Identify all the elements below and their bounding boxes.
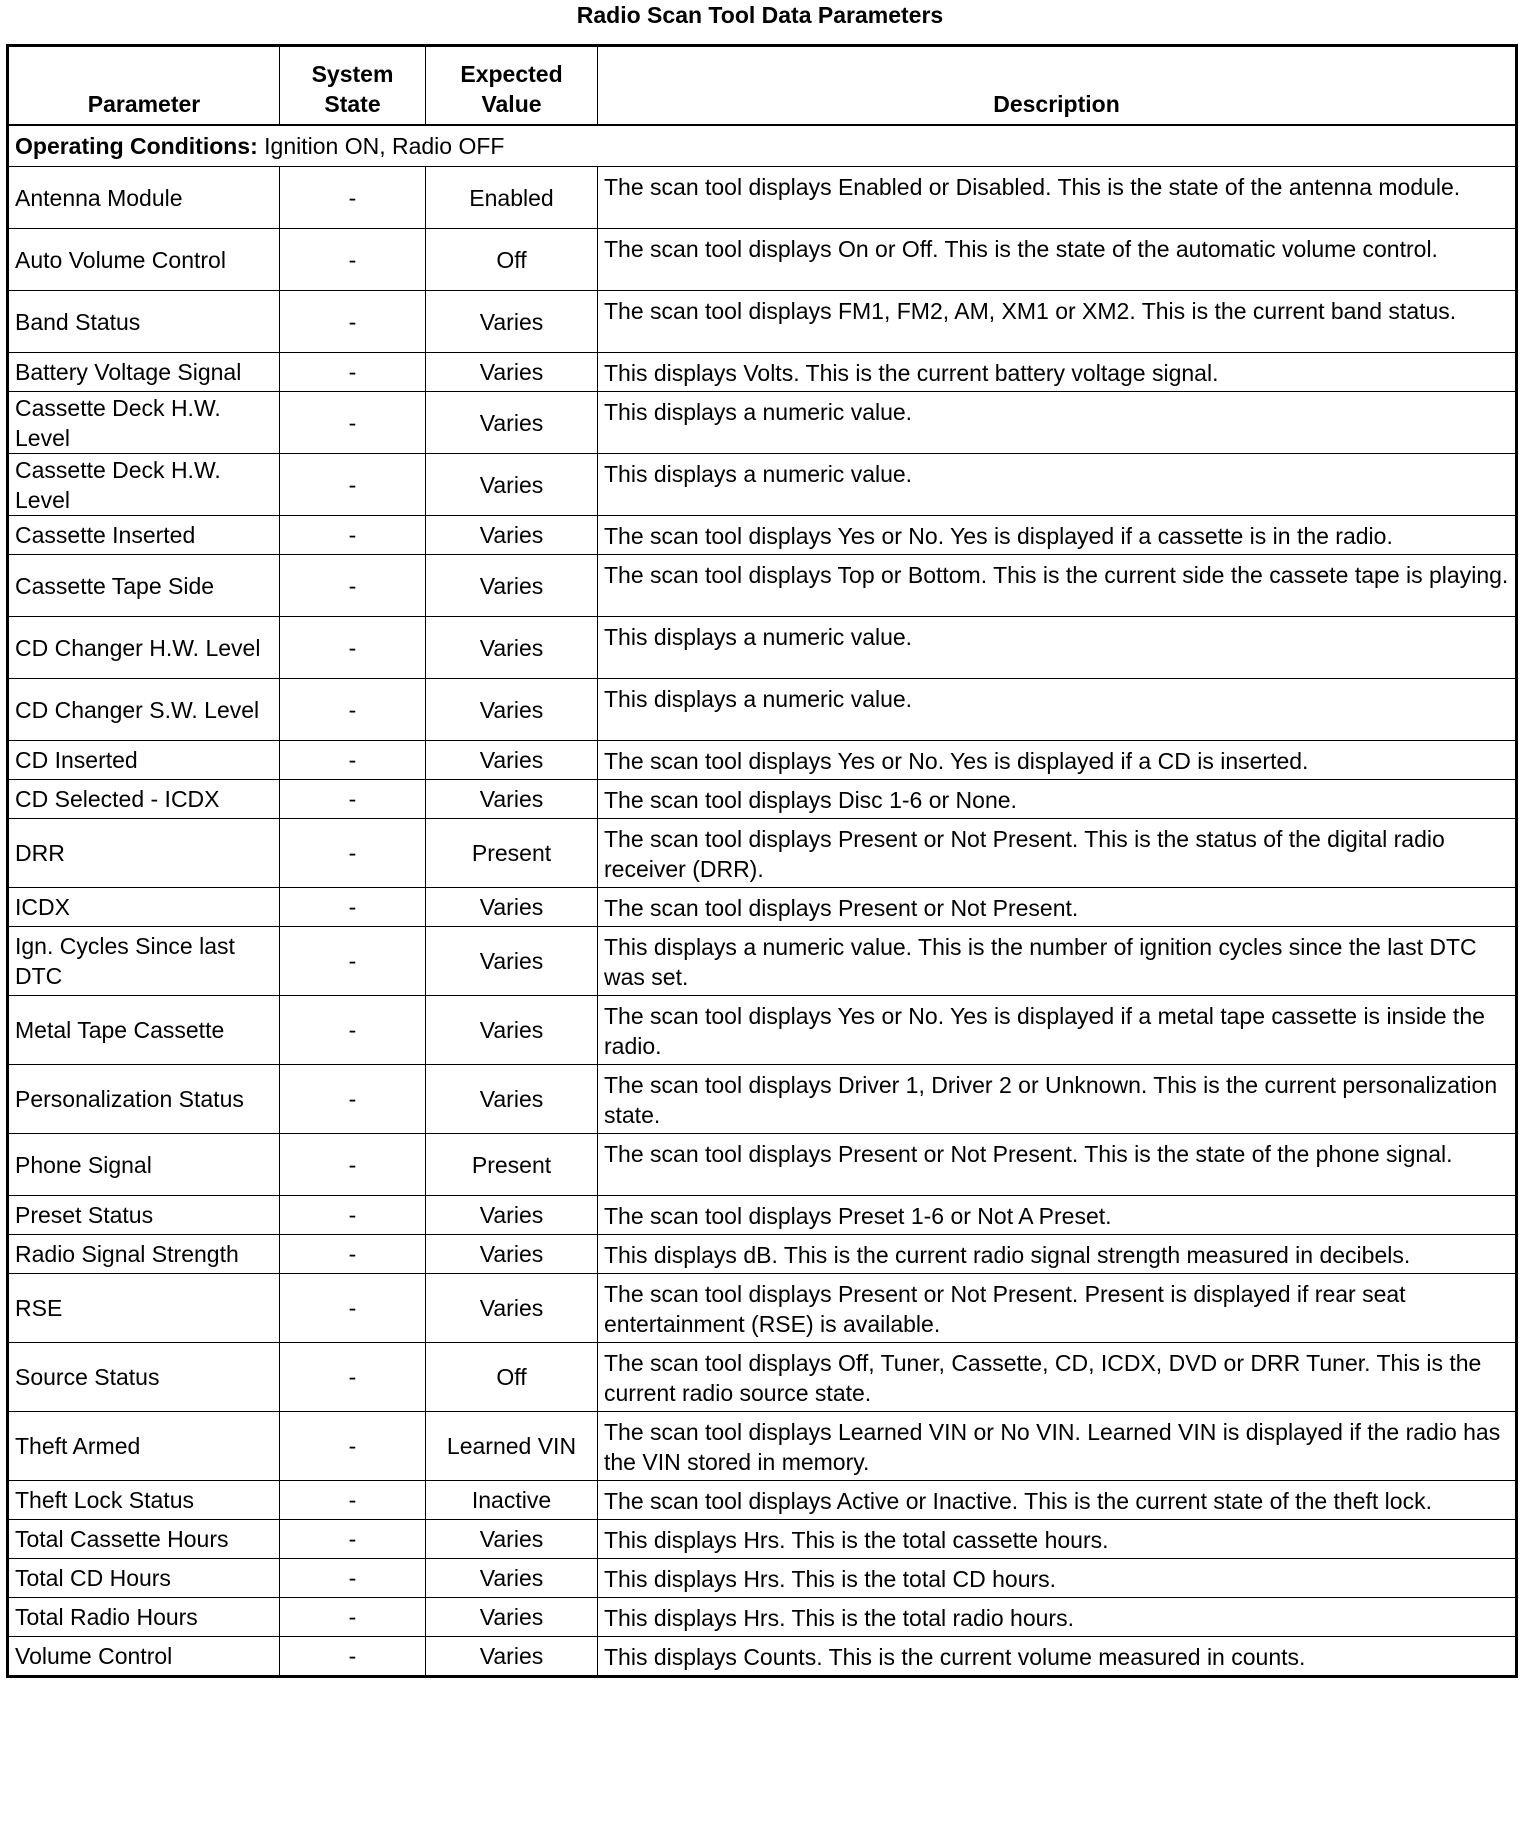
cell-system-state: - <box>280 1412 426 1481</box>
cell-system-state: - <box>280 1065 426 1134</box>
table-row <box>8 1196 1517 1235</box>
table-row <box>8 996 1517 1065</box>
cell-expected-value: Off <box>426 1343 598 1412</box>
cell-expected-value: Varies <box>426 1598 598 1637</box>
table-row <box>8 516 1517 555</box>
cell-description: The scan tool displays Present or Not Present. <box>598 888 1517 927</box>
cell-system-state: - <box>280 617 426 679</box>
cell-expected-value: Varies <box>426 555 598 617</box>
cell-system-state: - <box>280 1235 426 1274</box>
cell-system-state: - <box>280 679 426 741</box>
table-row <box>8 392 1517 454</box>
table-row <box>8 1481 1517 1520</box>
cell-description: The scan tool displays Yes or No. Yes is displayed if a CD is inserted. <box>598 741 1517 780</box>
cell-parameter: Cassette Inserted <box>8 516 280 555</box>
cell-description: The scan tool displays Active or Inactive. This is the current state of the theft lock. <box>598 1481 1517 1520</box>
cell-system-state: - <box>280 1134 426 1196</box>
cell-description: The scan tool displays Present or Not Present. Present is displayed if rear seat entertainment (RSE) is available. <box>598 1274 1517 1343</box>
table-row <box>8 1598 1517 1637</box>
operating-conditions-label: Operating Conditions: <box>15 133 258 159</box>
cell-system-state: - <box>280 927 426 996</box>
table-row <box>8 454 1517 516</box>
cell-system-state: - <box>280 780 426 819</box>
cell-system-state: - <box>280 353 426 392</box>
cell-expected-value: Learned VIN <box>426 1412 598 1481</box>
header-description: Description <box>598 46 1517 126</box>
cell-expected-value: Varies <box>426 741 598 780</box>
cell-description: This displays dB. This is the current radio signal strength measured in decibels. <box>598 1235 1517 1274</box>
table-row <box>8 927 1517 996</box>
cell-expected-value: Varies <box>426 996 598 1065</box>
table-row <box>8 1520 1517 1559</box>
cell-description: This displays a numeric value. This is the number of ignition cycles since the last DTC was set. <box>598 927 1517 996</box>
cell-parameter: Total Radio Hours <box>8 1598 280 1637</box>
table-row <box>8 1637 1517 1677</box>
cell-parameter: DRR <box>8 819 280 888</box>
page-title: Radio Scan Tool Data Parameters <box>576 2 944 28</box>
cell-description: This displays Hrs. This is the total radio hours. <box>598 1598 1517 1637</box>
header-parameter: Parameter <box>8 46 280 126</box>
cell-description: The scan tool displays On or Off. This is the state of the automatic volume control. <box>598 229 1517 291</box>
cell-description: The scan tool displays Yes or No. Yes is displayed if a cassette is in the radio. <box>598 516 1517 555</box>
table-row <box>8 741 1517 780</box>
cell-expected-value: Varies <box>426 927 598 996</box>
cell-parameter: Preset Status <box>8 1196 280 1235</box>
cell-expected-value: Varies <box>426 1637 598 1677</box>
cell-description: The scan tool displays Learned VIN or No VIN. Learned VIN is displayed if the radio has the VIN stored in memory. <box>598 1412 1517 1481</box>
table-row <box>8 229 1517 291</box>
cell-system-state: - <box>280 454 426 516</box>
cell-expected-value: Varies <box>426 291 598 353</box>
cell-parameter: CD Inserted <box>8 741 280 780</box>
cell-parameter: Volume Control <box>8 1637 280 1677</box>
operating-conditions-value: Ignition ON, Radio OFF <box>257 133 505 159</box>
cell-expected-value: Varies <box>426 1065 598 1134</box>
cell-expected-value: Varies <box>426 353 598 392</box>
cell-parameter: Theft Lock Status <box>8 1481 280 1520</box>
cell-parameter: RSE <box>8 1274 280 1343</box>
cell-description: This displays Hrs. This is the total cassette hours. <box>598 1520 1517 1559</box>
table-row <box>8 353 1517 392</box>
cell-description: The scan tool displays FM1, FM2, AM, XM1 or XM2. This is the current band status. <box>598 291 1517 353</box>
cell-description: The scan tool displays Disc 1-6 or None. <box>598 780 1517 819</box>
cell-expected-value: Varies <box>426 780 598 819</box>
cell-parameter: Antenna Module <box>8 167 280 229</box>
cell-parameter: Cassette Deck H.W. Level <box>8 454 280 516</box>
table-row <box>8 1065 1517 1134</box>
cell-system-state: - <box>280 1598 426 1637</box>
cell-system-state: - <box>280 1481 426 1520</box>
cell-expected-value: Off <box>426 229 598 291</box>
cell-parameter: CD Changer H.W. Level <box>8 617 280 679</box>
cell-description: The scan tool displays Preset 1-6 or Not A Preset. <box>598 1196 1517 1235</box>
table-row <box>8 291 1517 353</box>
header-expected-value: Expected Value <box>426 46 598 126</box>
cell-description: The scan tool displays Off, Tuner, Cassette, CD, ICDX, DVD or DRR Tuner. This is the current radio source state. <box>598 1343 1517 1412</box>
cell-parameter: Cassette Deck H.W. Level <box>8 392 280 454</box>
table-row <box>8 1412 1517 1481</box>
cell-parameter: Metal Tape Cassette <box>8 996 280 1065</box>
table-row <box>8 167 1517 229</box>
cell-expected-value: Varies <box>426 617 598 679</box>
table-row <box>8 888 1517 927</box>
cell-description: This displays a numeric value. <box>598 392 1517 454</box>
table-row <box>8 819 1517 888</box>
cell-description: This displays Counts. This is the current volume measured in counts. <box>598 1637 1517 1677</box>
table-row <box>8 679 1517 741</box>
table-row <box>8 780 1517 819</box>
cell-system-state: - <box>280 516 426 555</box>
operating-conditions <box>8 125 1517 167</box>
cell-parameter: ICDX <box>8 888 280 927</box>
cell-system-state: - <box>280 291 426 353</box>
cell-system-state: - <box>280 1559 426 1598</box>
cell-parameter: CD Selected - ICDX <box>8 780 280 819</box>
cell-parameter: Personalization Status <box>8 1065 280 1134</box>
cell-parameter: Source Status <box>8 1343 280 1412</box>
cell-system-state: - <box>280 1343 426 1412</box>
cell-expected-value: Varies <box>426 516 598 555</box>
cell-description: This displays a numeric value. <box>598 454 1517 516</box>
table-row <box>8 617 1517 679</box>
cell-description: The scan tool displays Present or Not Present. This is the state of the phone signal. <box>598 1134 1517 1196</box>
cell-system-state: - <box>280 1520 426 1559</box>
cell-expected-value: Enabled <box>426 167 598 229</box>
cell-description: This displays a numeric value. <box>598 617 1517 679</box>
cell-description: This displays a numeric value. <box>598 679 1517 741</box>
cell-system-state: - <box>280 1274 426 1343</box>
table-row <box>8 1343 1517 1412</box>
cell-system-state: - <box>280 555 426 617</box>
cell-expected-value: Present <box>426 819 598 888</box>
cell-description: This displays Hrs. This is the total CD hours. <box>598 1559 1517 1598</box>
cell-description: The scan tool displays Enabled or Disabled. This is the state of the antenna module. <box>598 167 1517 229</box>
cell-expected-value: Varies <box>426 1235 598 1274</box>
header-row <box>8 46 1517 126</box>
header-system-state: System State <box>280 46 426 126</box>
operating-conditions-row <box>8 125 1517 167</box>
cell-expected-value: Varies <box>426 1196 598 1235</box>
cell-expected-value: Present <box>426 1134 598 1196</box>
cell-system-state: - <box>280 996 426 1065</box>
table-row <box>8 1235 1517 1274</box>
cell-system-state: - <box>280 167 426 229</box>
cell-description: The scan tool displays Driver 1, Driver 2 or Unknown. This is the current personalization state. <box>598 1065 1517 1134</box>
parameters-table <box>6 44 1518 1678</box>
cell-system-state: - <box>280 392 426 454</box>
cell-parameter: Battery Voltage Signal <box>8 353 280 392</box>
table-row <box>8 1274 1517 1343</box>
cell-expected-value: Varies <box>426 1520 598 1559</box>
cell-description: The scan tool displays Yes or No. Yes is displayed if a metal tape cassette is inside the radio. <box>598 996 1517 1065</box>
cell-expected-value: Varies <box>426 888 598 927</box>
cell-system-state: - <box>280 229 426 291</box>
cell-expected-value: Varies <box>426 1559 598 1598</box>
cell-parameter: Phone Signal <box>8 1134 280 1196</box>
cell-system-state: - <box>280 741 426 780</box>
cell-parameter: Auto Volume Control <box>8 229 280 291</box>
cell-parameter: Total CD Hours <box>8 1559 280 1598</box>
cell-system-state: - <box>280 888 426 927</box>
cell-parameter: Ign. Cycles Since last DTC <box>8 927 280 996</box>
cell-expected-value: Varies <box>426 679 598 741</box>
cell-expected-value: Varies <box>426 392 598 454</box>
cell-description: The scan tool displays Top or Bottom. This is the current side the cassete tape is playing. <box>598 555 1517 617</box>
cell-parameter: CD Changer S.W. Level <box>8 679 280 741</box>
cell-expected-value: Varies <box>426 1274 598 1343</box>
cell-system-state: - <box>280 819 426 888</box>
cell-description: This displays Volts. This is the current battery voltage signal. <box>598 353 1517 392</box>
cell-parameter: Radio Signal Strength <box>8 1235 280 1274</box>
cell-parameter: Cassette Tape Side <box>8 555 280 617</box>
table-row <box>8 555 1517 617</box>
cell-description: The scan tool displays Present or Not Present. This is the status of the digital radio receiver (DRR). <box>598 819 1517 888</box>
table-row <box>8 1134 1517 1196</box>
cell-parameter: Total Cassette Hours <box>8 1520 280 1559</box>
cell-parameter: Band Status <box>8 291 280 353</box>
cell-expected-value: Inactive <box>426 1481 598 1520</box>
table-row <box>8 1559 1517 1598</box>
cell-system-state: - <box>280 1637 426 1677</box>
cell-system-state: - <box>280 1196 426 1235</box>
cell-expected-value: Varies <box>426 454 598 516</box>
cell-parameter: Theft Armed <box>8 1412 280 1481</box>
